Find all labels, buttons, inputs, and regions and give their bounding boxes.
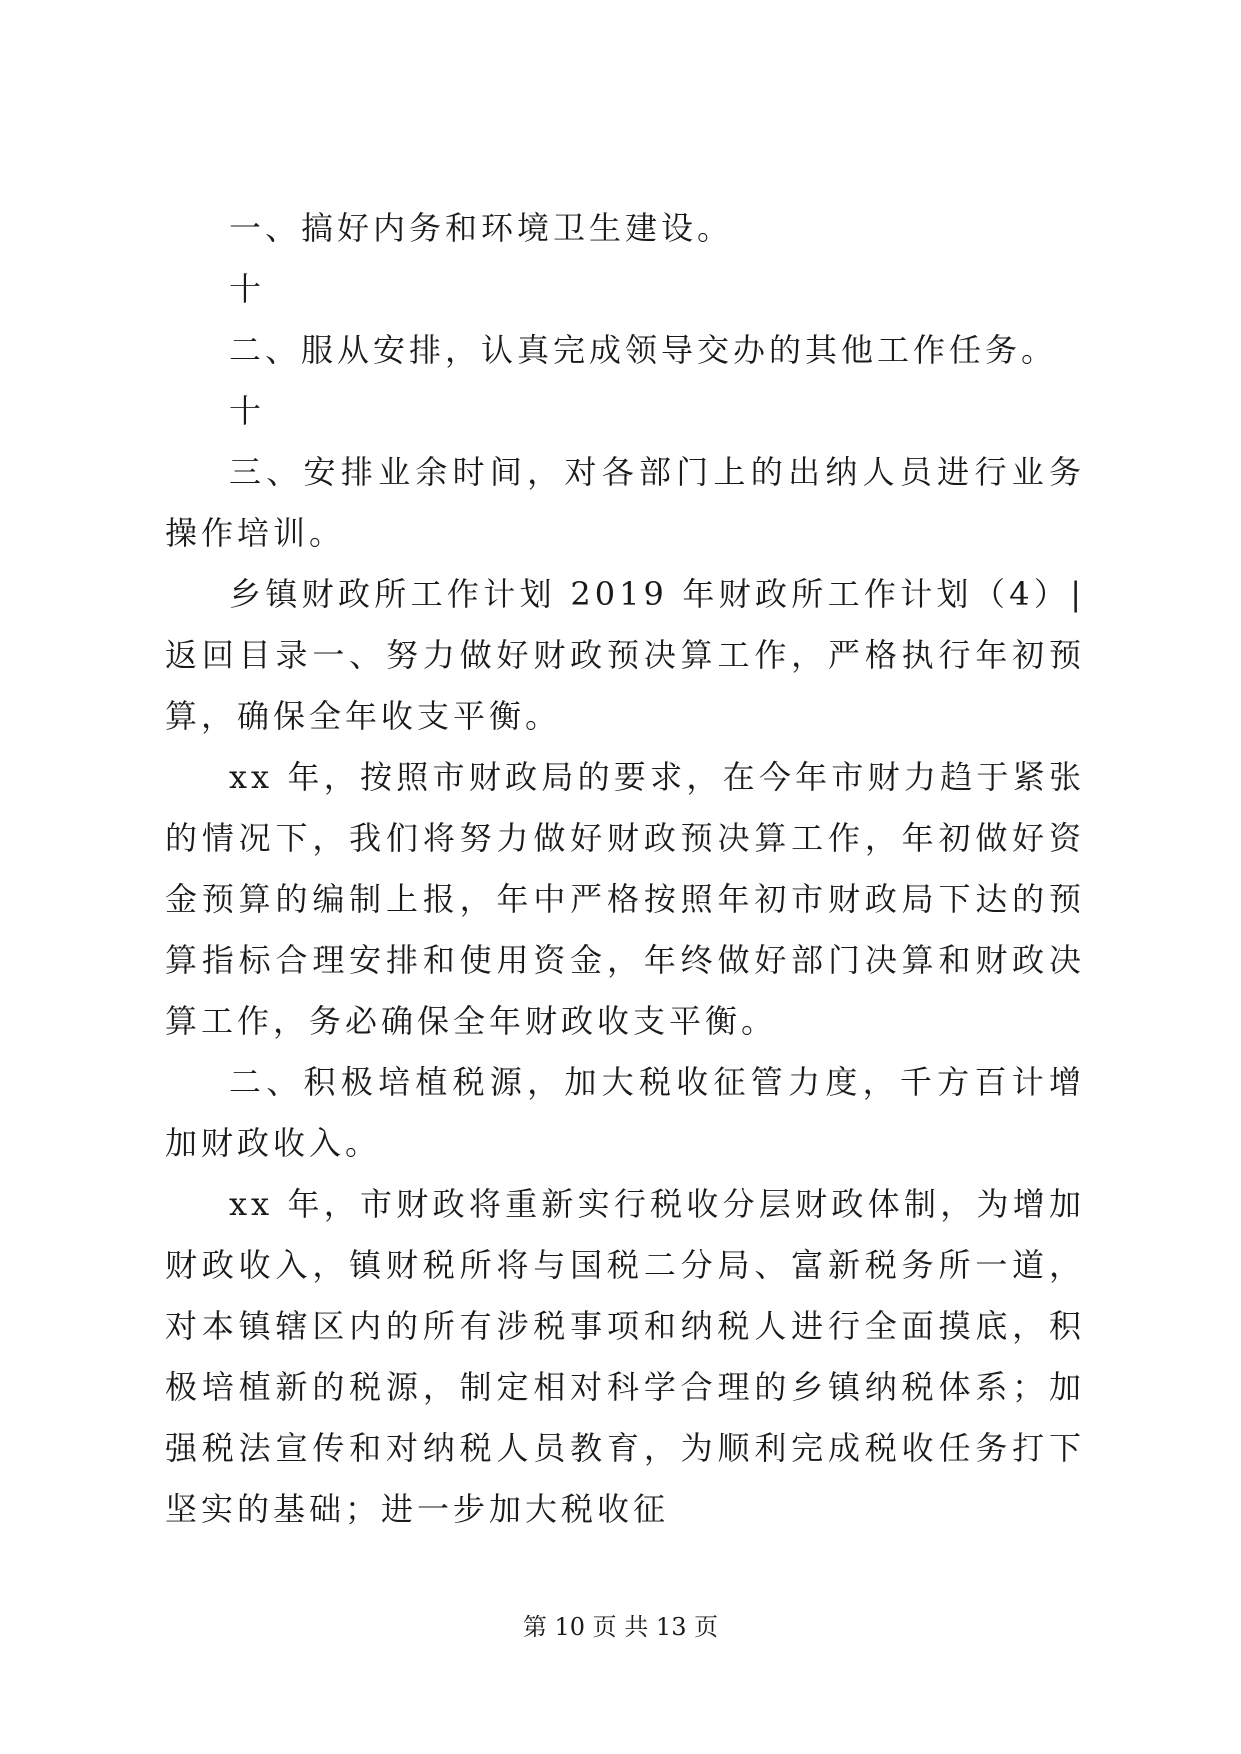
paragraph-budget-details: xx 年，按照市财政局的要求，在今年市财力趋于紧张的情况下，我们将努力做好财政预决算工作，年初做好资金预算的编制上报，年中严格按照年初市财政局下达的预算指标合理安排和使用资金，年终做好部门决算和财政决算工作，务必确保全年财政收支平衡。 [165, 758, 1085, 1040]
paragraph-tax-sources: 二、积极培植税源，加大税收征管力度，千方百计增加财政收入。 [165, 1063, 1085, 1162]
paragraph-cashier-training: 三、安排业余时间，对各部门上的出纳人员进行业务操作培训。 [165, 453, 1085, 552]
paragraph-tax-details: xx 年，市财政将重新实行税收分层财政体制，为增加财政收入，镇财税所将与国税二分局、富新税务所一道，对本镇辖区内的所有涉税事项和纳税人进行全面摸底，积极培植新的税源，制定相对科学合理的乡镇纳税体系；加强税法宣传和对纳税人员教育，为顺利完成税收任务打下坚实的基础；进一步加大税收征 [165, 1185, 1085, 1528]
paragraph-housekeeping: 一、搞好内务和环境卫生建设。 [229, 209, 734, 247]
document-body [165, 198, 1085, 1540]
paragraph-obey-arrangements: 二、服从安排，认真完成领导交办的其他工作任务。 [229, 331, 1058, 369]
paragraph-marker: 十 [229, 270, 266, 308]
paragraph-marker: 十 [229, 392, 266, 430]
page-footer: 第 10 页 共 13 页 [522, 1613, 719, 1641]
paragraph-plan-title-budget: 乡镇财政所工作计划 2019 年财政所工作计划（4）|返回目录一、努力做好财政预决算工作，严格执行年初预算，确保全年收支平衡。 [165, 575, 1085, 735]
